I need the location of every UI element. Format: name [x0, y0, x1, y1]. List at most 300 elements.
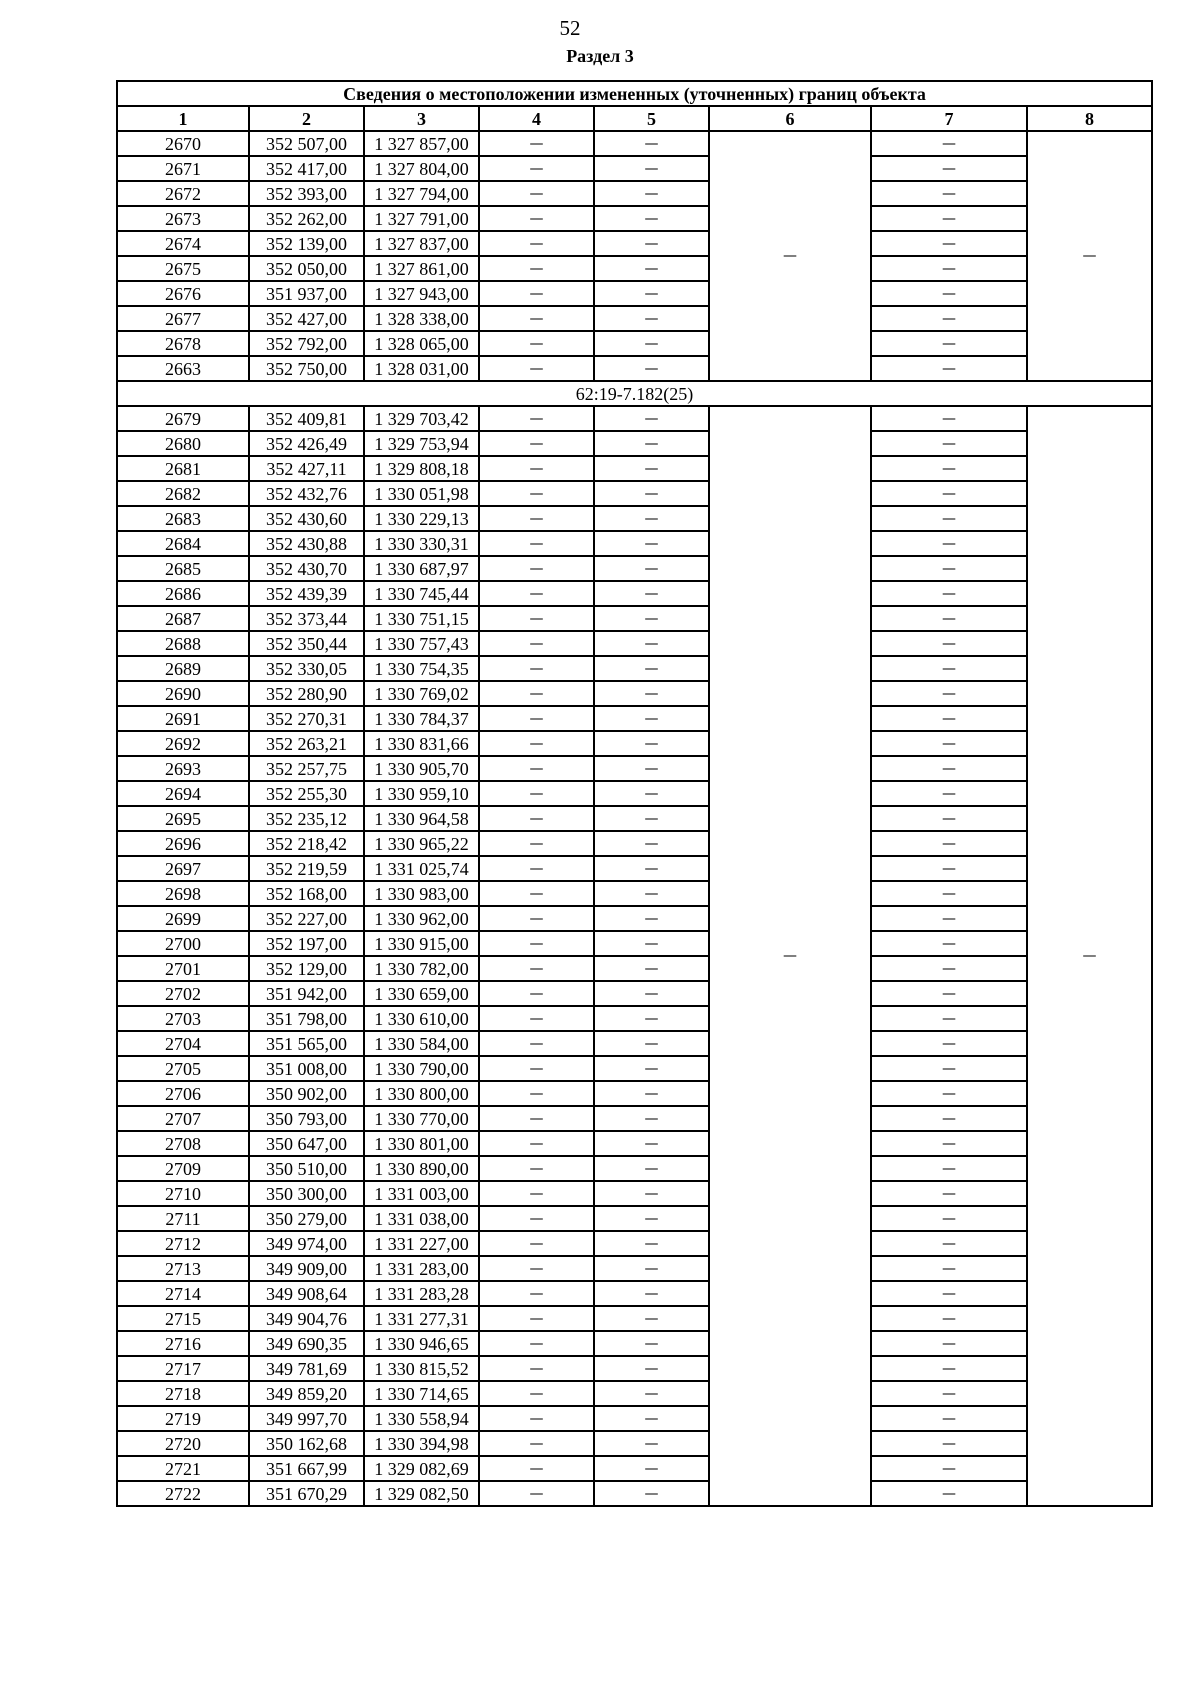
col5-cell: — — [594, 1206, 709, 1231]
x-coordinate-cell: 352 350,44 — [249, 631, 364, 656]
col4-cell: — — [479, 1406, 594, 1431]
point-number-cell: 2675 — [117, 256, 249, 281]
col4-cell: — — [479, 1381, 594, 1406]
col5-cell: — — [594, 406, 709, 431]
col4-cell: — — [479, 881, 594, 906]
point-number-cell: 2695 — [117, 806, 249, 831]
y-coordinate-cell: 1 331 003,00 — [364, 1181, 479, 1206]
table-row — [117, 1406, 1152, 1431]
table-caption-row — [117, 81, 1152, 106]
table-row — [117, 1106, 1152, 1131]
col5-cell: — — [594, 156, 709, 181]
table-row — [117, 731, 1152, 756]
col4-cell: — — [479, 531, 594, 556]
col5-cell: — — [594, 206, 709, 231]
table-row — [117, 556, 1152, 581]
table-row — [117, 1381, 1152, 1406]
col4-cell: — — [479, 1006, 594, 1031]
y-coordinate-cell: 1 330 905,70 — [364, 756, 479, 781]
col7-cell: — — [871, 206, 1027, 231]
point-number-cell: 2697 — [117, 856, 249, 881]
x-coordinate-cell: 352 427,11 — [249, 456, 364, 481]
column-number: 1 — [117, 106, 249, 131]
col7-cell: — — [871, 406, 1027, 431]
col5-cell: — — [594, 431, 709, 456]
col4-cell: — — [479, 1331, 594, 1356]
col4-cell: — — [479, 406, 594, 431]
x-coordinate-cell: 352 792,00 — [249, 331, 364, 356]
point-number-cell: 2719 — [117, 1406, 249, 1431]
table-row — [117, 406, 1152, 431]
y-coordinate-cell: 1 328 065,00 — [364, 331, 479, 356]
col7-cell: — — [871, 1181, 1027, 1206]
x-coordinate-cell: 352 393,00 — [249, 181, 364, 206]
col8-merged-cell: — — [1027, 406, 1152, 1506]
col5-cell: — — [594, 1406, 709, 1431]
x-coordinate-cell: 352 280,90 — [249, 681, 364, 706]
y-coordinate-cell: 1 330 051,98 — [364, 481, 479, 506]
col4-cell: — — [479, 256, 594, 281]
col7-cell: — — [871, 181, 1027, 206]
col4-cell: — — [479, 281, 594, 306]
boundary-coordinates-table — [116, 80, 1153, 1507]
col4-cell: — — [479, 1456, 594, 1481]
col4-cell: — — [479, 1306, 594, 1331]
col7-cell: — — [871, 881, 1027, 906]
y-coordinate-cell: 1 329 703,42 — [364, 406, 479, 431]
point-number-cell: 2722 — [117, 1481, 249, 1506]
col5-cell: — — [594, 556, 709, 581]
x-coordinate-cell: 352 227,00 — [249, 906, 364, 931]
col5-cell: — — [594, 181, 709, 206]
point-number-cell: 2704 — [117, 1031, 249, 1056]
y-coordinate-cell: 1 330 784,37 — [364, 706, 479, 731]
point-number-cell: 2707 — [117, 1106, 249, 1131]
table-row — [117, 956, 1152, 981]
y-coordinate-cell: 1 330 659,00 — [364, 981, 479, 1006]
column-number-row — [117, 106, 1152, 131]
col4-cell: — — [479, 906, 594, 931]
x-coordinate-cell: 352 439,39 — [249, 581, 364, 606]
y-coordinate-cell: 1 331 283,00 — [364, 1256, 479, 1281]
col4-cell: — — [479, 456, 594, 481]
col4-cell: — — [479, 931, 594, 956]
x-coordinate-cell: 352 218,42 — [249, 831, 364, 856]
col4-cell: — — [479, 731, 594, 756]
x-coordinate-cell: 351 942,00 — [249, 981, 364, 1006]
point-number-cell: 2715 — [117, 1306, 249, 1331]
x-coordinate-cell: 352 750,00 — [249, 356, 364, 381]
col7-cell: — — [871, 506, 1027, 531]
point-number-cell: 2693 — [117, 756, 249, 781]
col7-cell: — — [871, 906, 1027, 931]
col7-cell: — — [871, 1431, 1027, 1456]
col4-cell: — — [479, 131, 594, 156]
table-row — [117, 1131, 1152, 1156]
col8-merged-cell: — — [1027, 131, 1152, 381]
column-number: 7 — [871, 106, 1027, 131]
table-row — [117, 831, 1152, 856]
y-coordinate-cell: 1 329 808,18 — [364, 456, 479, 481]
y-coordinate-cell: 1 330 751,15 — [364, 606, 479, 631]
col7-cell: — — [871, 756, 1027, 781]
col7-cell: — — [871, 706, 1027, 731]
table-row — [117, 1006, 1152, 1031]
table-row — [117, 631, 1152, 656]
col4-cell: — — [479, 756, 594, 781]
point-number-cell: 2705 — [117, 1056, 249, 1081]
point-number-cell: 2708 — [117, 1131, 249, 1156]
col4-cell: — — [479, 1356, 594, 1381]
table-row — [117, 1206, 1152, 1231]
col4-cell: — — [479, 1156, 594, 1181]
y-coordinate-cell: 1 330 754,35 — [364, 656, 479, 681]
y-coordinate-cell: 1 330 800,00 — [364, 1081, 479, 1106]
point-number-cell: 2718 — [117, 1381, 249, 1406]
x-coordinate-cell: 352 507,00 — [249, 131, 364, 156]
col6-merged-cell: — — [709, 406, 871, 1506]
col5-cell: — — [594, 931, 709, 956]
y-coordinate-cell: 1 330 330,31 — [364, 531, 479, 556]
table-row — [117, 1156, 1152, 1181]
col4-cell: — — [479, 831, 594, 856]
col7-cell: — — [871, 631, 1027, 656]
table-row — [117, 1256, 1152, 1281]
y-coordinate-cell: 1 330 229,13 — [364, 506, 479, 531]
y-coordinate-cell: 1 330 915,00 — [364, 931, 479, 956]
point-number-cell: 2687 — [117, 606, 249, 631]
y-coordinate-cell: 1 330 815,52 — [364, 1356, 479, 1381]
col7-cell: — — [871, 1231, 1027, 1256]
col7-cell: — — [871, 1081, 1027, 1106]
col4-cell: — — [479, 1281, 594, 1306]
table-row — [117, 806, 1152, 831]
point-number-cell: 2712 — [117, 1231, 249, 1256]
y-coordinate-cell: 1 330 790,00 — [364, 1056, 479, 1081]
col4-cell: — — [479, 231, 594, 256]
col7-cell: — — [871, 1031, 1027, 1056]
column-number: 3 — [364, 106, 479, 131]
col5-cell: — — [594, 631, 709, 656]
col7-cell: — — [871, 1256, 1027, 1281]
column-number: 4 — [479, 106, 594, 131]
x-coordinate-cell: 352 255,30 — [249, 781, 364, 806]
col4-cell: — — [479, 331, 594, 356]
col7-cell: — — [871, 1456, 1027, 1481]
col5-cell: — — [594, 1031, 709, 1056]
col7-cell: — — [871, 1106, 1027, 1131]
point-number-cell: 2676 — [117, 281, 249, 306]
col4-cell: — — [479, 631, 594, 656]
col4-cell: — — [479, 1231, 594, 1256]
point-number-cell: 2673 — [117, 206, 249, 231]
y-coordinate-cell: 1 330 782,00 — [364, 956, 479, 981]
col5-cell: — — [594, 1281, 709, 1306]
x-coordinate-cell: 352 373,44 — [249, 606, 364, 631]
x-coordinate-cell: 352 129,00 — [249, 956, 364, 981]
col4-cell: — — [479, 481, 594, 506]
column-number: 5 — [594, 106, 709, 131]
table-row — [117, 1181, 1152, 1206]
col4-cell: — — [479, 981, 594, 1006]
y-coordinate-cell: 1 329 753,94 — [364, 431, 479, 456]
y-coordinate-cell: 1 328 338,00 — [364, 306, 479, 331]
point-number-cell: 2700 — [117, 931, 249, 956]
table-row — [117, 1231, 1152, 1256]
y-coordinate-cell: 1 330 965,22 — [364, 831, 479, 856]
y-coordinate-cell: 1 329 082,50 — [364, 1481, 479, 1506]
col4-cell: — — [479, 606, 594, 631]
x-coordinate-cell: 352 235,12 — [249, 806, 364, 831]
col7-cell: — — [871, 1156, 1027, 1181]
y-coordinate-cell: 1 330 983,00 — [364, 881, 479, 906]
x-coordinate-cell: 349 904,76 — [249, 1306, 364, 1331]
col5-cell: — — [594, 1181, 709, 1206]
table-row — [117, 356, 1152, 381]
x-coordinate-cell: 349 909,00 — [249, 1256, 364, 1281]
x-coordinate-cell: 351 565,00 — [249, 1031, 364, 1056]
table-row — [117, 1306, 1152, 1331]
col5-cell: — — [594, 656, 709, 681]
x-coordinate-cell: 350 647,00 — [249, 1131, 364, 1156]
col4-cell: — — [479, 1106, 594, 1131]
table-row — [117, 156, 1152, 181]
y-coordinate-cell: 1 330 610,00 — [364, 1006, 479, 1031]
point-number-cell: 2717 — [117, 1356, 249, 1381]
table-row — [117, 781, 1152, 806]
col4-cell: — — [479, 306, 594, 331]
y-coordinate-cell: 1 327 943,00 — [364, 281, 479, 306]
col4-cell: — — [479, 206, 594, 231]
y-coordinate-cell: 1 330 584,00 — [364, 1031, 479, 1056]
table-row — [117, 1456, 1152, 1481]
table-row — [117, 131, 1152, 156]
col7-cell: — — [871, 531, 1027, 556]
table-row — [117, 481, 1152, 506]
point-number-cell: 2721 — [117, 1456, 249, 1481]
col7-cell: — — [871, 431, 1027, 456]
group-header-row — [117, 381, 1152, 406]
x-coordinate-cell: 351 798,00 — [249, 1006, 364, 1031]
y-coordinate-cell: 1 330 769,02 — [364, 681, 479, 706]
col7-cell: — — [871, 481, 1027, 506]
x-coordinate-cell: 352 426,49 — [249, 431, 364, 456]
col4-cell: — — [479, 1131, 594, 1156]
point-number-cell: 2706 — [117, 1081, 249, 1106]
y-coordinate-cell: 1 331 283,28 — [364, 1281, 479, 1306]
point-number-cell: 2709 — [117, 1156, 249, 1181]
col5-cell: — — [594, 1081, 709, 1106]
table-row — [117, 431, 1152, 456]
y-coordinate-cell: 1 331 277,31 — [364, 1306, 479, 1331]
point-number-cell: 2689 — [117, 656, 249, 681]
point-number-cell: 2677 — [117, 306, 249, 331]
x-coordinate-cell: 352 197,00 — [249, 931, 364, 956]
table-row — [117, 881, 1152, 906]
x-coordinate-cell: 349 690,35 — [249, 1331, 364, 1356]
col5-cell: — — [594, 1356, 709, 1381]
y-coordinate-cell: 1 330 394,98 — [364, 1431, 479, 1456]
table-row — [117, 306, 1152, 331]
col5-cell: — — [594, 831, 709, 856]
y-coordinate-cell: 1 330 801,00 — [364, 1131, 479, 1156]
table-row — [117, 1431, 1152, 1456]
col5-cell: — — [594, 506, 709, 531]
y-coordinate-cell: 1 330 946,65 — [364, 1331, 479, 1356]
table-row — [117, 1331, 1152, 1356]
point-number-cell: 2710 — [117, 1181, 249, 1206]
col4-cell: — — [479, 1056, 594, 1081]
col7-cell: — — [871, 256, 1027, 281]
col7-cell: — — [871, 1006, 1027, 1031]
table-row — [117, 981, 1152, 1006]
col5-cell: — — [594, 1481, 709, 1506]
col4-cell: — — [479, 431, 594, 456]
col4-cell: — — [479, 706, 594, 731]
point-number-cell: 2686 — [117, 581, 249, 606]
y-coordinate-cell: 1 327 837,00 — [364, 231, 479, 256]
point-number-cell: 2702 — [117, 981, 249, 1006]
col7-cell: — — [871, 306, 1027, 331]
col5-cell: — — [594, 331, 709, 356]
point-number-cell: 2684 — [117, 531, 249, 556]
x-coordinate-cell: 351 670,29 — [249, 1481, 364, 1506]
column-number: 2 — [249, 106, 364, 131]
point-number-cell: 2711 — [117, 1206, 249, 1231]
y-coordinate-cell: 1 327 794,00 — [364, 181, 479, 206]
point-number-cell: 2674 — [117, 231, 249, 256]
col5-cell: — — [594, 1231, 709, 1256]
point-number-cell: 2701 — [117, 956, 249, 981]
col4-cell: — — [479, 1031, 594, 1056]
x-coordinate-cell: 349 997,70 — [249, 1406, 364, 1431]
col4-cell: — — [479, 656, 594, 681]
col7-cell: — — [871, 856, 1027, 881]
col7-cell: — — [871, 231, 1027, 256]
y-coordinate-cell: 1 330 687,97 — [364, 556, 479, 581]
x-coordinate-cell: 349 908,64 — [249, 1281, 364, 1306]
col4-cell: — — [479, 806, 594, 831]
col4-cell: — — [479, 956, 594, 981]
col7-cell: — — [871, 331, 1027, 356]
col5-cell: — — [594, 481, 709, 506]
y-coordinate-cell: 1 327 857,00 — [364, 131, 479, 156]
x-coordinate-cell: 351 667,99 — [249, 1456, 364, 1481]
point-number-cell: 2720 — [117, 1431, 249, 1456]
table-body — [117, 131, 1152, 1506]
col5-cell: — — [594, 1056, 709, 1081]
table-row — [117, 706, 1152, 731]
col4-cell: — — [479, 1206, 594, 1231]
y-coordinate-cell: 1 330 959,10 — [364, 781, 479, 806]
col5-cell: — — [594, 856, 709, 881]
col5-cell: — — [594, 456, 709, 481]
col7-cell: — — [871, 356, 1027, 381]
table-row — [117, 581, 1152, 606]
col4-cell: — — [479, 1081, 594, 1106]
col5-cell: — — [594, 756, 709, 781]
y-coordinate-cell: 1 329 082,69 — [364, 1456, 479, 1481]
col5-cell: — — [594, 981, 709, 1006]
col7-cell: — — [871, 606, 1027, 631]
y-coordinate-cell: 1 330 770,00 — [364, 1106, 479, 1131]
table-row — [117, 856, 1152, 881]
col4-cell: — — [479, 556, 594, 581]
table-row — [117, 1031, 1152, 1056]
x-coordinate-cell: 352 430,70 — [249, 556, 364, 581]
point-number-cell: 2692 — [117, 731, 249, 756]
col5-cell: — — [594, 256, 709, 281]
x-coordinate-cell: 352 417,00 — [249, 156, 364, 181]
col7-cell: — — [871, 781, 1027, 806]
x-coordinate-cell: 350 279,00 — [249, 1206, 364, 1231]
cadastral-number-label: 62:19-7.182(25) — [117, 381, 1152, 406]
y-coordinate-cell: 1 330 714,65 — [364, 1381, 479, 1406]
point-number-cell: 2703 — [117, 1006, 249, 1031]
col5-cell: — — [594, 706, 709, 731]
col5-cell: — — [594, 231, 709, 256]
x-coordinate-cell: 349 781,69 — [249, 1356, 364, 1381]
table-row — [117, 756, 1152, 781]
x-coordinate-cell: 352 409,81 — [249, 406, 364, 431]
y-coordinate-cell: 1 327 791,00 — [364, 206, 479, 231]
col7-cell: — — [871, 131, 1027, 156]
x-coordinate-cell: 350 902,00 — [249, 1081, 364, 1106]
y-coordinate-cell: 1 330 964,58 — [364, 806, 479, 831]
x-coordinate-cell: 350 162,68 — [249, 1431, 364, 1456]
col4-cell: — — [479, 356, 594, 381]
col4-cell: — — [479, 1181, 594, 1206]
table-row — [117, 1056, 1152, 1081]
table-row — [117, 281, 1152, 306]
column-number: 8 — [1027, 106, 1152, 131]
point-number-cell: 2690 — [117, 681, 249, 706]
point-number-cell: 2678 — [117, 331, 249, 356]
column-number: 6 — [709, 106, 871, 131]
point-number-cell: 2681 — [117, 456, 249, 481]
y-coordinate-cell: 1 330 890,00 — [364, 1156, 479, 1181]
col7-cell: — — [871, 731, 1027, 756]
col4-cell: — — [479, 581, 594, 606]
y-coordinate-cell: 1 330 745,44 — [364, 581, 479, 606]
y-coordinate-cell: 1 328 031,00 — [364, 356, 479, 381]
col7-cell: — — [871, 156, 1027, 181]
table-row — [117, 906, 1152, 931]
x-coordinate-cell: 349 859,20 — [249, 1381, 364, 1406]
x-coordinate-cell: 352 219,59 — [249, 856, 364, 881]
x-coordinate-cell: 352 139,00 — [249, 231, 364, 256]
col5-cell: — — [594, 531, 709, 556]
y-coordinate-cell: 1 331 227,00 — [364, 1231, 479, 1256]
table-row — [117, 606, 1152, 631]
col4-cell: — — [479, 681, 594, 706]
point-number-cell: 2714 — [117, 1281, 249, 1306]
table-row — [117, 1356, 1152, 1381]
point-number-cell: 2685 — [117, 556, 249, 581]
col5-cell: — — [594, 1106, 709, 1131]
point-number-cell: 2716 — [117, 1331, 249, 1356]
col7-cell: — — [871, 1056, 1027, 1081]
col5-cell: — — [594, 1431, 709, 1456]
page-number: 52 — [559, 16, 581, 40]
col7-cell: — — [871, 831, 1027, 856]
section-title: Раздел 3 — [566, 46, 634, 66]
col5-cell: — — [594, 606, 709, 631]
x-coordinate-cell: 352 263,21 — [249, 731, 364, 756]
table-row — [117, 681, 1152, 706]
point-number-cell: 2672 — [117, 181, 249, 206]
col5-cell: — — [594, 131, 709, 156]
